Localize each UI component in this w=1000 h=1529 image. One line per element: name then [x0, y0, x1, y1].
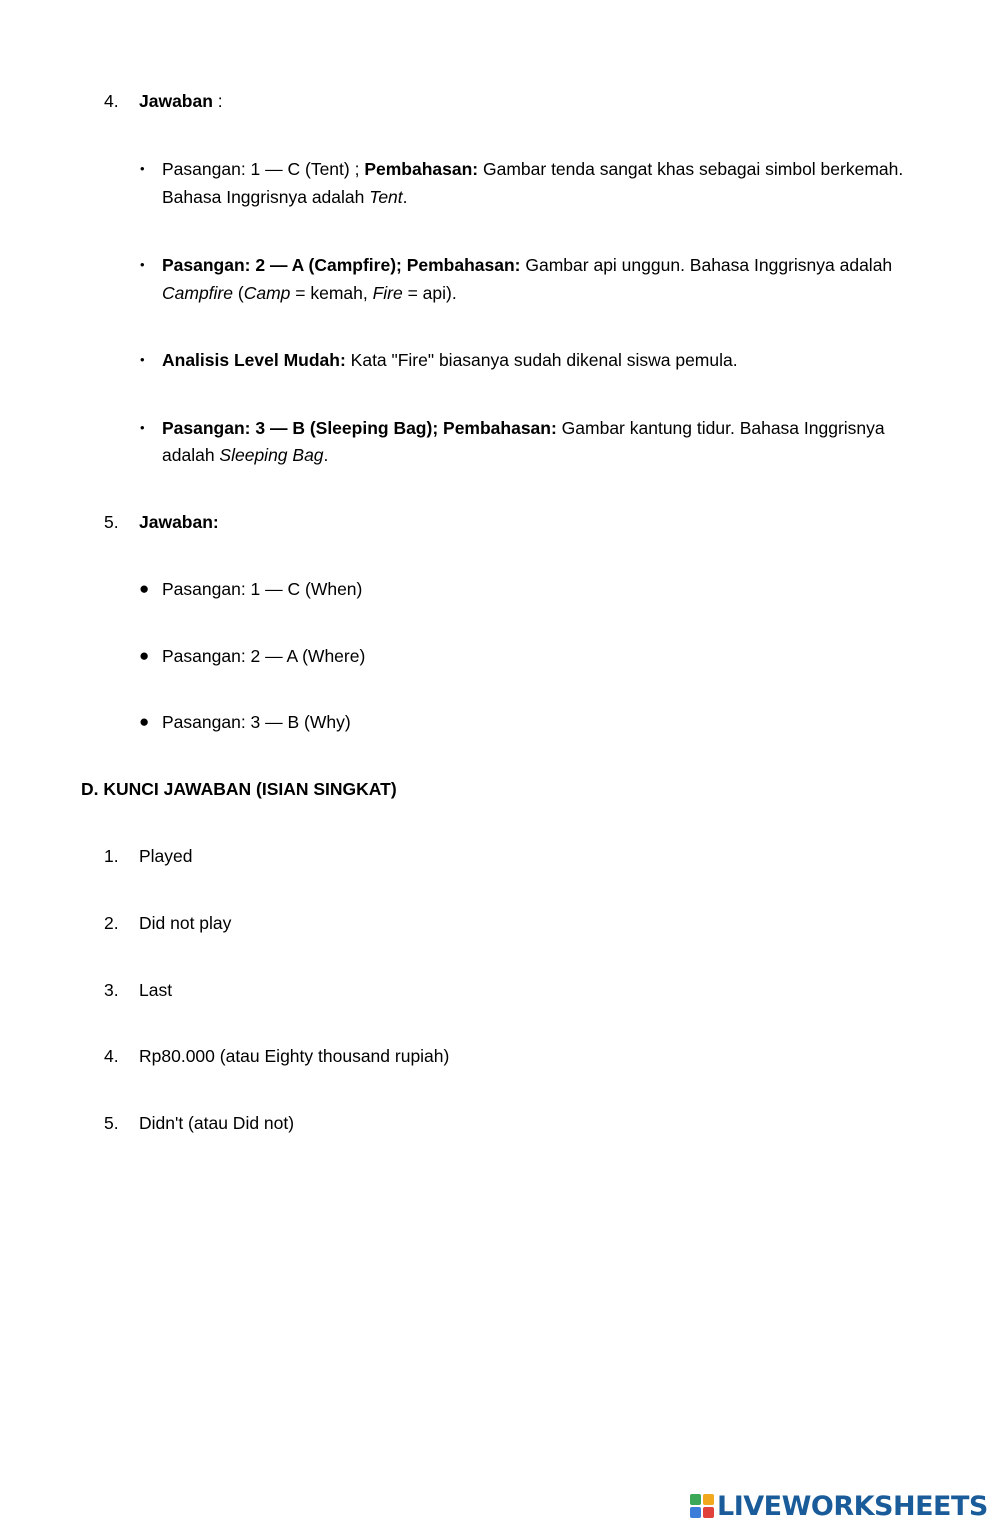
bullet-icon: • [140, 420, 145, 435]
bullet-icon: ● [139, 712, 150, 731]
q4-item4-line2 [162, 443, 328, 467]
d-item4-number: 4. [104, 1046, 119, 1066]
logo-mark-square [690, 1494, 701, 1505]
q4-item4-line1 [162, 416, 885, 440]
d-item1-number: 1. [104, 846, 119, 866]
q5-label-bold: Jawaban: [139, 512, 219, 532]
q4-item1-pre: Pasangan: 1 — C (Tent) ; [162, 159, 365, 179]
q4-item1-post: Gambar tenda sangat khas sebagai simbol berkemah. [478, 159, 904, 179]
q5-number: 5. [104, 512, 119, 532]
d-item2-number: 2. [104, 913, 119, 933]
q5-item1: Pasangan: 1 — C (When) [162, 579, 363, 599]
section-d-title-bold: D. KUNCI JAWABAN (ISIAN SINGKAT) [81, 779, 397, 799]
q4-item1-line2-italic: Tent [369, 187, 403, 207]
q4-item3-post: Kata "Fire" biasanya sudah dikenal siswa pemula. [345, 350, 738, 370]
logo-mark-square [690, 1507, 701, 1518]
q4-item2-line1 [162, 253, 892, 277]
q4-label-bold: Jawaban [139, 91, 213, 111]
q5-item3: Pasangan: 3 — B (Why) [162, 712, 351, 732]
q4-number: 4. [104, 91, 119, 111]
d-item1-text: Played [139, 846, 193, 866]
q4-item2-post: Gambar api unggun. Bahasa Inggrisnya adalah [520, 255, 893, 275]
q4-item3-bold: Analisis Level Mudah: [162, 350, 346, 370]
q4-item2-t1: ( [233, 283, 244, 303]
q4-item1-line2-pre: Bahasa Inggrisnya adalah [162, 187, 370, 207]
bullet-icon: ● [139, 579, 150, 598]
q4-item4-line2-italic: Sleeping Bag [219, 445, 324, 465]
d-item2-text: Did not play [139, 913, 232, 933]
d-item4-text: Rp80.000 (atau Eighty thousand rupiah) [139, 1046, 450, 1066]
q4-item2-t2: = kemah, [290, 283, 373, 303]
d-item5-text: Didn't (atau Did not) [139, 1113, 295, 1133]
d-item3-text: Last [139, 980, 173, 1000]
q4-item1-line1 [162, 157, 903, 181]
q4-item1-line2 [162, 185, 408, 209]
q4-item1-line2-post: . [402, 187, 408, 207]
bullet-icon: • [140, 161, 145, 176]
q4-item4-post: Gambar kantung tidur. Bahasa Inggrisnya [556, 418, 885, 438]
q4-item3-line1 [162, 348, 738, 372]
q5-item2: Pasangan: 2 — A (Where) [162, 646, 366, 666]
q4-item1-bold: Pembahasan: [364, 159, 479, 179]
logo-text: LIVEWORKSHEETS [717, 1490, 988, 1522]
logo-mark-square [703, 1507, 714, 1518]
bullet-icon: • [140, 257, 145, 272]
q4-item4-line2-pre: adalah [162, 445, 220, 465]
q4-item4-line2-post: . [323, 445, 329, 465]
q4-item2-it1: Campfire [162, 283, 233, 303]
q4-item2-it2: Camp [243, 283, 291, 303]
q5-label [139, 510, 219, 534]
logo-mark-square [703, 1494, 714, 1505]
q4-item2-t3: = api). [402, 283, 457, 303]
q4-item2-line2 [162, 281, 457, 305]
q4-label-colon: : [212, 91, 223, 111]
q4-item4-bold: Pasangan: 3 — B (Sleeping Bag); Pembahasan: [162, 418, 557, 438]
q4-item2-bold: Pasangan: 2 — A (Campfire); Pembahasan: [162, 255, 521, 275]
bullet-icon: • [140, 352, 145, 367]
d-item3-number: 3. [104, 980, 119, 1000]
d-item5-number: 5. [104, 1113, 119, 1133]
q4-label [139, 89, 223, 113]
q4-item2-it3: Fire [372, 283, 403, 303]
section-d-title [81, 777, 397, 801]
bullet-icon: ● [139, 646, 150, 665]
liveworksheets-logo-icon [690, 1494, 714, 1518]
liveworksheets-logo [690, 1488, 990, 1524]
